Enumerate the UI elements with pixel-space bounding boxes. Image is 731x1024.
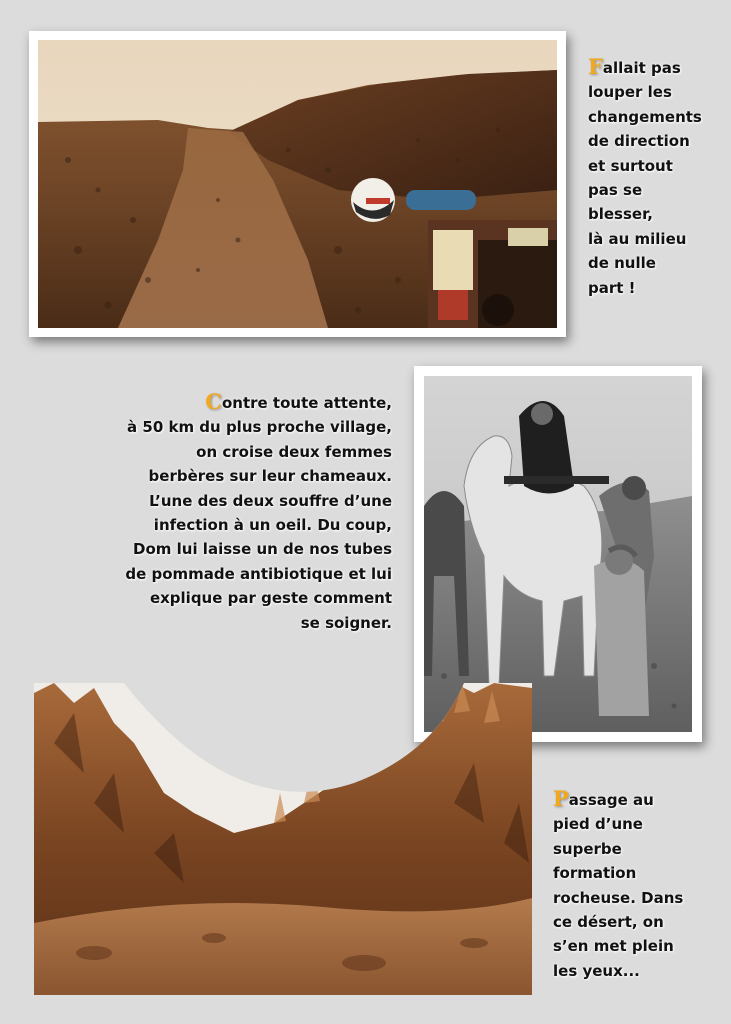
caption-top-right-line-6: pas se xyxy=(588,181,643,200)
caption-middle-left-line-8: de pommade antibiotique et lui xyxy=(125,564,392,583)
caption-top-right-line-9: de nulle xyxy=(588,254,656,273)
caption-top-right-line-4: de direction xyxy=(588,132,690,151)
caption-middle-left-line-7: Dom lui laisse un de nos tubes xyxy=(133,540,392,559)
caption-top-right-line-8: là au milieu xyxy=(588,229,687,248)
rock-formation-photo xyxy=(34,683,532,995)
caption-bottom-right-line-1: Passage au xyxy=(553,786,654,811)
caption-middle-left-line-5: L’une des deux souffre d’une xyxy=(149,491,392,510)
dropcap-c: C xyxy=(205,389,222,414)
caption-middle-left-line-9: explique par geste comment xyxy=(149,589,392,608)
caption-bottom-right-line-8: les yeux... xyxy=(553,961,640,980)
caption-top-right-line-10: part ! xyxy=(588,278,636,297)
dropcap-p: P xyxy=(553,786,569,811)
caption-top-right-line-3: changements xyxy=(588,107,702,126)
caption-top-right-line-7: blesser, xyxy=(588,205,653,224)
caption-top-right-line-1: Fallait pas xyxy=(588,54,681,79)
caption-middle-left-line-10: se soigner. xyxy=(300,613,392,632)
desert-track-photo xyxy=(38,40,557,328)
caption-middle-left-line-1: Contre toute attente, xyxy=(205,389,392,414)
caption-middle-left xyxy=(110,390,392,635)
caption-bottom-right xyxy=(553,787,683,983)
desert-track-photo-frame xyxy=(29,31,566,337)
caption-bottom-right-line-4: formation xyxy=(553,864,637,883)
caption-middle-left-line-4: berbères sur leur chameaux. xyxy=(148,467,392,486)
caption-middle-left-line-3: on croise deux femmes xyxy=(196,442,392,461)
caption-bottom-right-line-7: s’en met plein xyxy=(553,937,674,956)
caption-bottom-right-line-2: pied d’une xyxy=(553,815,643,834)
dropcap-f: F xyxy=(588,54,603,79)
caption-bottom-right-line-3: superbe xyxy=(553,839,622,858)
caption-bottom-right-line-6: ce désert, on xyxy=(553,913,664,932)
caption-top-right-line-2: louper les xyxy=(588,83,672,102)
camel-berber-photo xyxy=(424,376,692,732)
caption-top-right-line-5: et surtout xyxy=(588,156,673,175)
caption-bottom-right-line-5: rocheuse. Dans xyxy=(553,888,684,907)
caption-middle-left-line-2: à 50 km du plus proche village, xyxy=(127,418,392,437)
caption-middle-left-line-6: infection à un oeil. Du coup, xyxy=(153,516,392,535)
caption-top-right xyxy=(588,55,702,300)
